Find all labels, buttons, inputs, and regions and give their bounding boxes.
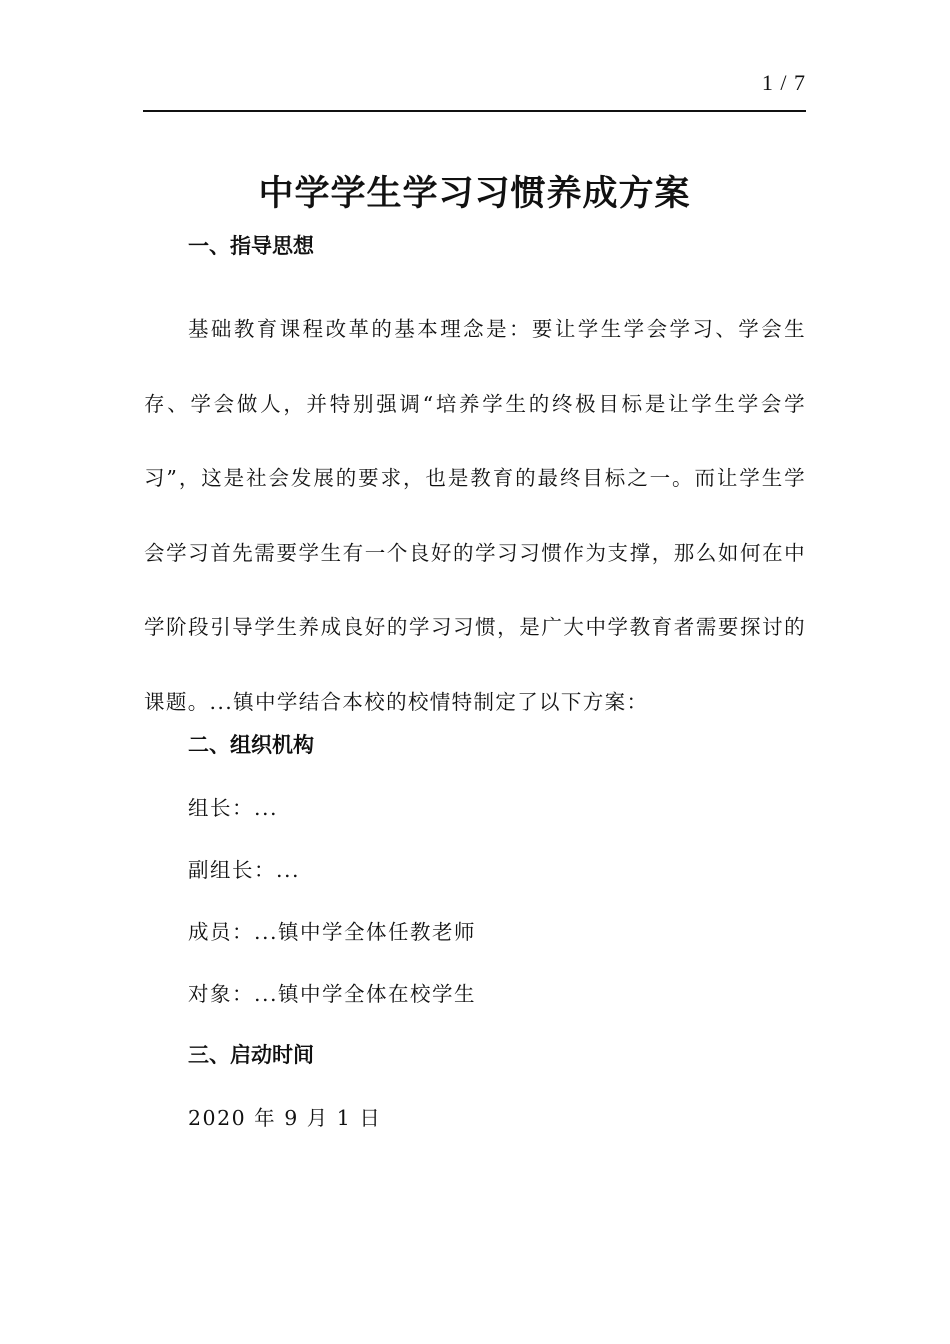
header-divider	[143, 110, 806, 112]
organization-target: 对象：...镇中学全体在校学生	[188, 982, 477, 1006]
section-paragraph-guiding-ideology: 基础教育课程改革的基本理念是：要让学生学会学习、学会生存、学会做人，并特别强调“培养学生的终极目标是让学生学会学习”，这是社会发展的要求，也是教育的最终目标之一。而让学生学会学习首先需要学生有一个良好的学习习惯作为支撑，那么如何在中学阶段引导学生养成良好的学习习惯，是广大中学教育者需要探讨的课题。...镇中学结合本校的校情特制定了以下方案：	[144, 317, 806, 714]
section-heading-start-time: 三、启动时间	[188, 1043, 314, 1067]
start-date: 2020 年 9 月 1 日	[188, 1106, 382, 1130]
section-heading-guiding-ideology: 一、指导思想	[188, 234, 314, 258]
organization-deputy-leader: 副组长：...	[188, 858, 301, 882]
organization-members: 成员：...镇中学全体任教老师	[188, 920, 477, 944]
organization-leader: 组长：...	[188, 796, 279, 820]
section-heading-organization: 二、组织机构	[188, 733, 314, 757]
document-title: 中学学生学习习惯养成方案	[258, 174, 691, 214]
page-number: 1 / 7	[761, 70, 806, 95]
